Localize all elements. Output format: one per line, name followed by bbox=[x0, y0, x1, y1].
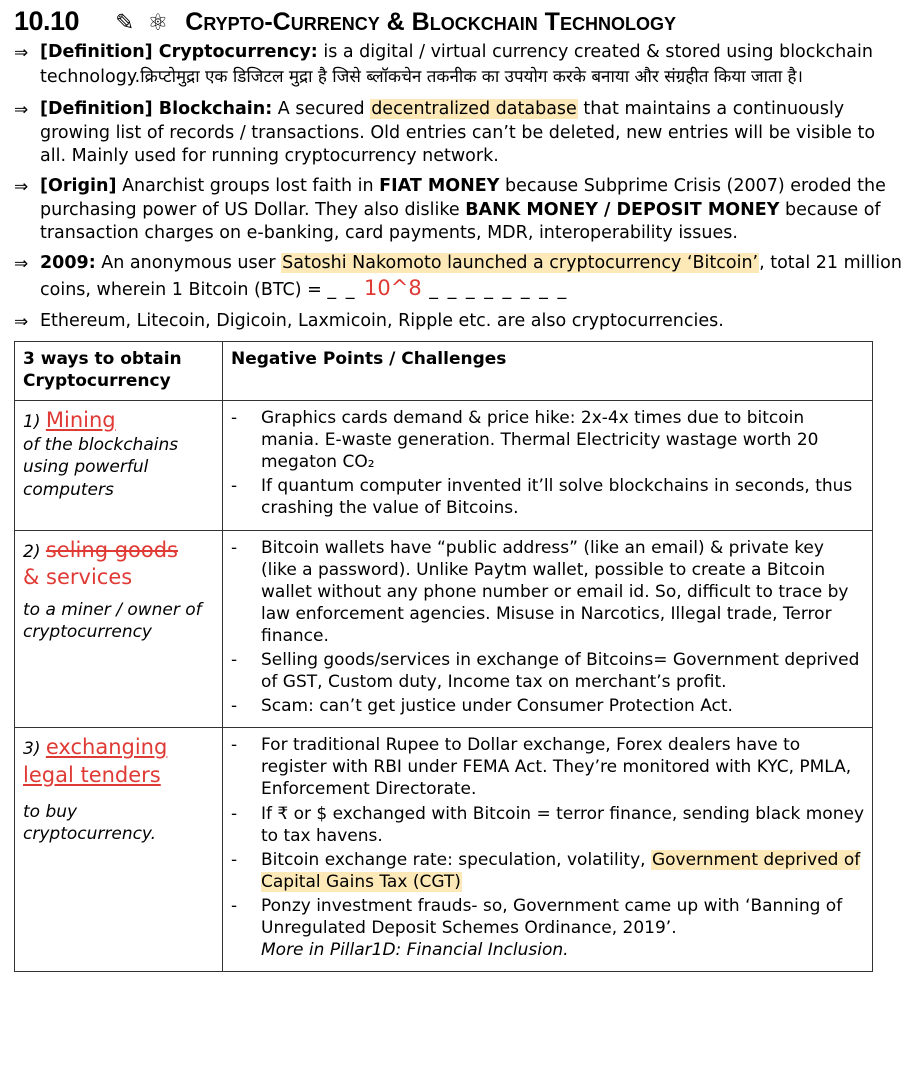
way-number: 1) bbox=[23, 412, 41, 433]
column-header-ways: 3 ways to obtain Cryptocurrency bbox=[15, 341, 223, 400]
dash-icon: - bbox=[231, 895, 238, 916]
dash-icon: - bbox=[231, 735, 238, 756]
dash-icon: - bbox=[231, 696, 238, 717]
list-item bbox=[14, 41, 902, 91]
bullet-label: [Origin] bbox=[40, 176, 117, 197]
section-header bbox=[14, 6, 902, 37]
negatives-list-1 bbox=[231, 407, 864, 519]
point-text: Ponzy investment frauds- so, Government came up with ‘Banning of Unregulated Deposit Schemes Ordinance, 2019’. bbox=[261, 895, 843, 938]
bullet-pre: A secured bbox=[272, 99, 371, 120]
bullet-bold-fiat-money: FIAT MONEY bbox=[379, 176, 500, 197]
point-pre: Bitcoin exchange rate: speculation, volatility, bbox=[261, 849, 651, 870]
bullet-label: [Definition] Cryptocurrency: bbox=[40, 42, 318, 62]
handwritten-selling-goods: seling goods bbox=[45, 537, 179, 562]
table-header-row bbox=[15, 341, 873, 400]
way-title-2b bbox=[23, 564, 214, 591]
way-title-3b bbox=[23, 762, 214, 789]
crypto-icons: ✎ ⚛ bbox=[115, 10, 172, 36]
table-row bbox=[15, 401, 873, 530]
blank-dashes-before: _ _ bbox=[327, 280, 365, 301]
bullet-text: Ethereum, Litecoin, Digicoin, Laxmicoin, Ripple etc. are also cryptocurrencies. bbox=[40, 311, 724, 332]
way-note-3: to buy cryptocurrency. bbox=[23, 801, 157, 844]
way-cell-1 bbox=[15, 401, 223, 530]
arrow-icon: ⇒ bbox=[14, 254, 29, 275]
list-item bbox=[231, 803, 864, 847]
bullet-bold-bank-money: BANK MONEY / DEPOSIT MONEY bbox=[465, 199, 780, 220]
way-cell-3 bbox=[15, 728, 223, 972]
negative-point: Graphics cards demand & price hike: 2x-4x times due to bitcoin mania. E-waste generation. Thermal Electricity wastage worth 20 megaton CO₂ bbox=[261, 408, 819, 473]
dash-icon: - bbox=[231, 849, 238, 870]
dash-icon: - bbox=[231, 476, 238, 497]
way-number: 2) bbox=[23, 541, 41, 562]
arrow-icon: ⇒ bbox=[14, 100, 29, 121]
table-row bbox=[15, 728, 873, 972]
dash-icon: - bbox=[231, 537, 238, 558]
negatives-list-3 bbox=[231, 734, 864, 961]
list-item bbox=[231, 537, 864, 647]
bullet-label: 2009: bbox=[40, 253, 96, 274]
dash-icon: - bbox=[231, 803, 238, 824]
highlight-capital-gains-tax: Government deprived of Capital Gains Tax (CGT) bbox=[261, 849, 861, 892]
table-row bbox=[15, 530, 873, 728]
negative-point: Selling goods/services in exchange of Bitcoins= Government deprived of GST, Custom duty, Income tax on merchant’s profit. bbox=[261, 649, 860, 693]
blank-dashes-after: _ _ _ _ _ _ _ _ bbox=[421, 280, 569, 301]
bullet-post: , total 21 million coins, wherein 1 Bitcoin (BTC) = bbox=[40, 253, 902, 301]
list-item bbox=[14, 98, 902, 168]
negative-point: If ₹ or $ exchanged with Bitcoin = terror finance, sending black money to tax havens. bbox=[261, 803, 865, 846]
bullet-seg1: Anarchist groups lost faith in bbox=[116, 176, 380, 197]
list-item bbox=[14, 252, 902, 303]
list-item bbox=[14, 175, 902, 245]
negative-point: Scam: can’t get justice under Consumer Protection Act. bbox=[261, 696, 733, 717]
bullet-text bbox=[40, 41, 902, 91]
negative-point-highlighted bbox=[261, 849, 864, 893]
way-note-1: of the blockchains using powerful computers bbox=[23, 435, 179, 500]
highlight-decentralized-database: decentralized database bbox=[371, 99, 577, 120]
arrow-icon: ⇒ bbox=[14, 312, 29, 333]
definition-list bbox=[14, 41, 902, 334]
list-item bbox=[14, 310, 902, 334]
list-item bbox=[231, 649, 864, 693]
dash-icon: - bbox=[231, 408, 238, 429]
way-title-1 bbox=[23, 407, 214, 434]
list-item bbox=[231, 734, 864, 800]
negative-point: Bitcoin wallets have “public address” (like an email) & private key (like a password). Unlike Paytm wallet, possible to create a Bitcoin wallet without any phone number or email id. So, difficult to trace by law enforcement agencies. Misuse in Narcotics, Illegal trade, Terror finance. bbox=[261, 537, 849, 646]
negatives-cell-1 bbox=[223, 401, 873, 530]
bullet-text bbox=[40, 98, 902, 168]
bullet-label: [Definition] Blockchain: bbox=[40, 99, 273, 120]
section-number: 10.10 bbox=[14, 6, 80, 36]
way-number: 3) bbox=[23, 739, 41, 760]
highlight-satoshi-nakomoto: Satoshi Nakomoto launched a cryptocurrency ‘Bitcoin’ bbox=[282, 253, 759, 274]
way-title-3 bbox=[23, 734, 214, 761]
bullet-text bbox=[40, 175, 902, 245]
list-item bbox=[231, 895, 864, 961]
arrow-icon: ⇒ bbox=[14, 43, 29, 63]
handwritten-and-services: & services bbox=[23, 564, 133, 589]
handwritten-legal-tenders: legal tenders bbox=[23, 762, 161, 787]
bullet-hindi: क्रिप्टोमुद्रा एक डिजिटल मुद्रा है जिसे ब्लॉकचेन तकनीक का उपयोग करके बनाया और संग्रहीत किया जाता है। bbox=[140, 67, 803, 88]
negatives-cell-2 bbox=[223, 530, 873, 728]
way-cell-2 bbox=[15, 530, 223, 728]
negative-point: For traditional Rupee to Dollar exchange, Forex dealers have to register with RBI under FEMA Act. They’re monitored with KYC, PMLA, Enforcement Directorate. bbox=[261, 735, 852, 800]
negative-point: If quantum computer invented it’ll solve blockchains in seconds, thus crashing the value of Bitcoins. bbox=[261, 476, 853, 519]
arrow-icon: ⇒ bbox=[14, 177, 29, 198]
bullet-pre: An anonymous user bbox=[95, 253, 282, 274]
page-title: Crypto-Currency & Blockchain Technology bbox=[185, 8, 676, 36]
cross-reference: More in Pillar1D: Financial Inclusion. bbox=[261, 940, 569, 961]
list-item bbox=[231, 849, 864, 893]
bullet-text bbox=[40, 252, 902, 303]
bullet-seg3: because of transaction charges on e-banking, card payments, MDR, interoperability issues. bbox=[40, 199, 881, 243]
bullet-post: that maintains a continuously growing list of records / transactions. Old entries can’t be deleted, new entries will be visible to all. Mainly used for running cryptocurrency network. bbox=[40, 99, 876, 166]
dash-icon: - bbox=[231, 649, 238, 670]
negatives-cell-3 bbox=[223, 728, 873, 972]
handwritten-exchanging: exchanging bbox=[45, 735, 168, 760]
column-header-negatives: Negative Points / Challenges bbox=[223, 341, 873, 400]
negative-point-last bbox=[261, 895, 864, 961]
way-note-2: to a miner / owner of cryptocurrency bbox=[23, 600, 202, 643]
bullet-seg2: because Subprime Crisis (2007) eroded the purchasing power of US Dollar. They also dislike bbox=[40, 176, 886, 220]
bullet-body: is a digital / virtual currency created & stored using blockchain technology. bbox=[40, 42, 873, 88]
handwritten-mining: Mining bbox=[45, 408, 116, 433]
handwritten-answer: 10^8 bbox=[364, 276, 422, 301]
negatives-list-2 bbox=[231, 537, 864, 718]
list-item bbox=[231, 695, 864, 717]
list-item bbox=[231, 407, 864, 473]
crypto-table bbox=[14, 341, 873, 972]
way-title-2 bbox=[23, 537, 214, 564]
list-item bbox=[231, 475, 864, 519]
